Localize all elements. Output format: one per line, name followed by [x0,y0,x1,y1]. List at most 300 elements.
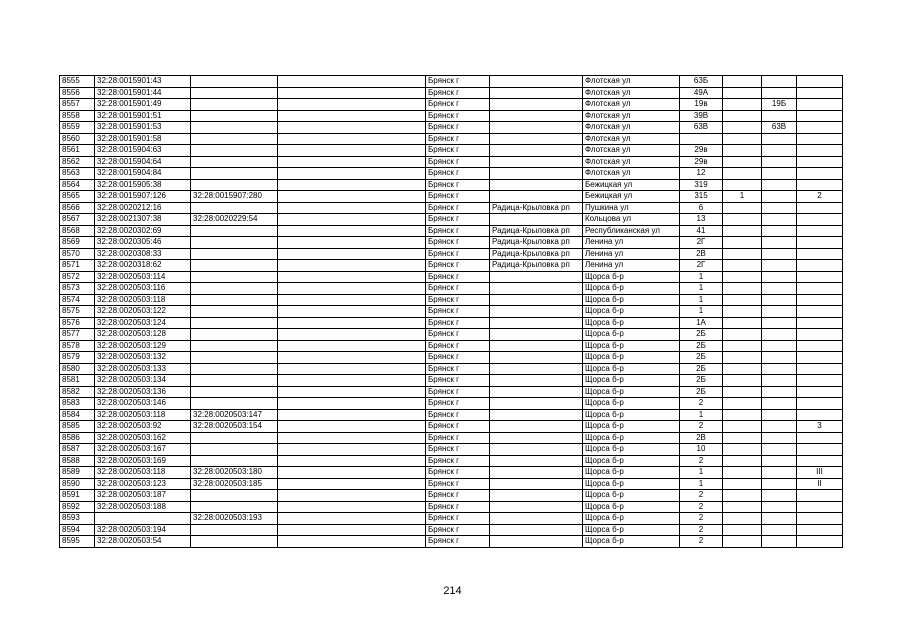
street-cell: Щорса б-р [583,444,680,456]
house-number-cell: 2Б [680,375,723,387]
street-cell: Щорса б-р [583,340,680,352]
city-cell: Брянск г [426,478,490,490]
street-cell: Щорса б-р [583,386,680,398]
street-cell: Флотская ул [583,145,680,157]
table-row [60,467,843,479]
apartment-number-cell: 2 [797,191,843,203]
settlement-cell [490,478,583,490]
settlement-cell [490,99,583,111]
extra-info-cell [278,386,426,398]
apartment-number-cell [797,99,843,111]
city-cell: Брянск г [426,156,490,168]
structure-number-cell [762,225,797,237]
parent-cadastral-number-cell: 32:28:0020503:185 [191,478,278,490]
street-cell: Щорса б-р [583,363,680,375]
cadastral-number-cell: 32:28:0015905:38 [95,179,191,191]
apartment-number-cell: III [797,467,843,479]
extra-info-cell [278,375,426,387]
street-cell: Ленина ул [583,248,680,260]
cadastral-number-cell: 32:28:0020503:118 [95,294,191,306]
parent-cadastral-number-cell [191,455,278,467]
city-cell: Брянск г [426,248,490,260]
house-number-cell: 29в [680,156,723,168]
street-cell: Щорса б-р [583,524,680,536]
settlement-cell [490,76,583,88]
city-cell: Брянск г [426,202,490,214]
city-cell: Брянск г [426,329,490,341]
city-cell: Брянск г [426,536,490,548]
cadastral-number-cell: 32:28:0015901:58 [95,133,191,145]
table-row [60,501,843,513]
extra-info-cell [278,145,426,157]
apartment-number-cell [797,524,843,536]
house-number-cell: 2 [680,536,723,548]
table-row [60,306,843,318]
structure-number-cell [762,248,797,260]
parent-cadastral-number-cell [191,363,278,375]
cadastral-number-cell: 32:28:0020503:122 [95,306,191,318]
cadastral-number-cell: 32:28:0020503:187 [95,490,191,502]
cadastral-number-cell: 32:28:0020503:116 [95,283,191,295]
structure-number-cell [762,76,797,88]
row-number-cell: 8590 [60,478,95,490]
parent-cadastral-number-cell [191,386,278,398]
house-number-cell: 2 [680,501,723,513]
building-number-cell [723,340,762,352]
extra-info-cell [278,513,426,525]
cadastral-number-cell: 32:28:0020503:188 [95,501,191,513]
settlement-cell [490,386,583,398]
table-row [60,536,843,548]
structure-number-cell [762,133,797,145]
apartment-number-cell [797,398,843,410]
structure-number-cell [762,179,797,191]
table-row [60,225,843,237]
house-number-cell: 63Б [680,76,723,88]
structure-number-cell [762,87,797,99]
apartment-number-cell [797,260,843,272]
extra-info-cell [278,536,426,548]
table-row [60,455,843,467]
street-cell: Щорса б-р [583,317,680,329]
house-number-cell: 63В [680,122,723,134]
cadastral-number-cell [95,513,191,525]
building-number-cell [723,409,762,421]
city-cell: Брянск г [426,283,490,295]
street-cell: Щорса б-р [583,329,680,341]
building-number-cell [723,179,762,191]
structure-number-cell [762,329,797,341]
table-row [60,202,843,214]
cadastral-number-cell: 32:28:0020212:16 [95,202,191,214]
extra-info-cell [278,283,426,295]
building-number-cell [723,317,762,329]
city-cell: Брянск г [426,513,490,525]
building-number-cell [723,76,762,88]
street-cell: Щорса б-р [583,271,680,283]
parent-cadastral-number-cell: 32:28:0020229:54 [191,214,278,226]
row-number-cell: 8592 [60,501,95,513]
house-number-cell: 19в [680,99,723,111]
table-row [60,87,843,99]
cadastral-number-cell: 32:28:0015904:63 [95,145,191,157]
cadastral-number-cell: 32:28:0020503:133 [95,363,191,375]
structure-number-cell [762,237,797,249]
house-number-cell: 2 [680,455,723,467]
row-number-cell: 8594 [60,524,95,536]
structure-number-cell [762,306,797,318]
row-number-cell: 8583 [60,398,95,410]
cadastral-number-cell: 32:28:0020503:146 [95,398,191,410]
settlement-cell: Радица-Крыловка рп [490,225,583,237]
parent-cadastral-number-cell [191,76,278,88]
row-number-cell: 8573 [60,283,95,295]
apartment-number-cell [797,444,843,456]
city-cell: Брянск г [426,444,490,456]
building-number-cell [723,99,762,111]
settlement-cell [490,306,583,318]
extra-info-cell [278,191,426,203]
row-number-cell: 8566 [60,202,95,214]
row-number-cell: 8567 [60,214,95,226]
apartment-number-cell: II [797,478,843,490]
cadastral-number-cell: 32:28:0015907:126 [95,191,191,203]
cadastral-number-cell: 32:28:0020503:167 [95,444,191,456]
house-number-cell: 1 [680,271,723,283]
cadastral-number-cell: 32:28:0020503:128 [95,329,191,341]
row-number-cell: 8584 [60,409,95,421]
apartment-number-cell [797,294,843,306]
parent-cadastral-number-cell [191,329,278,341]
table-row [60,110,843,122]
cadastral-number-cell: 32:28:0020503:118 [95,467,191,479]
building-number-cell [723,110,762,122]
cadastral-number-cell: 32:28:0021307:38 [95,214,191,226]
street-cell: Кольцова ул [583,214,680,226]
cadastral-number-cell: 32:28:0020503:92 [95,421,191,433]
settlement-cell [490,432,583,444]
city-cell: Брянск г [426,490,490,502]
building-number-cell [723,214,762,226]
street-cell: Ленина ул [583,237,680,249]
table-row [60,237,843,249]
cadastral-number-cell: 32:28:0020308:33 [95,248,191,260]
street-cell: Щорса б-р [583,478,680,490]
table-row [60,283,843,295]
street-cell: Щорса б-р [583,421,680,433]
apartment-number-cell [797,432,843,444]
row-number-cell: 8588 [60,455,95,467]
row-number-cell: 8582 [60,386,95,398]
house-number-cell: 1 [680,478,723,490]
house-number-cell: 2В [680,248,723,260]
cadastral-number-cell: 32:28:0015901:51 [95,110,191,122]
settlement-cell [490,467,583,479]
extra-info-cell [278,490,426,502]
extra-info-cell [278,467,426,479]
table-row [60,375,843,387]
city-cell: Брянск г [426,214,490,226]
structure-number-cell [762,202,797,214]
apartment-number-cell [797,168,843,180]
city-cell: Брянск г [426,225,490,237]
house-number-cell: 49А [680,87,723,99]
city-cell: Брянск г [426,317,490,329]
parent-cadastral-number-cell [191,99,278,111]
row-number-cell: 8570 [60,248,95,260]
house-number-cell: 2Б [680,363,723,375]
table-row [60,329,843,341]
extra-info-cell [278,421,426,433]
extra-info-cell [278,432,426,444]
extra-info-cell [278,168,426,180]
house-number-cell: 10 [680,444,723,456]
parent-cadastral-number-cell: 32:28:0015907:280 [191,191,278,203]
parent-cadastral-number-cell [191,87,278,99]
apartment-number-cell [797,375,843,387]
building-number-cell [723,87,762,99]
row-number-cell: 8563 [60,168,95,180]
extra-info-cell [278,306,426,318]
street-cell: Бежицкая ул [583,179,680,191]
building-number-cell [723,237,762,249]
apartment-number-cell [797,271,843,283]
parent-cadastral-number-cell [191,156,278,168]
city-cell: Брянск г [426,306,490,318]
city-cell: Брянск г [426,99,490,111]
extra-info-cell [278,352,426,364]
table-row [60,524,843,536]
building-number-cell [723,283,762,295]
structure-number-cell [762,421,797,433]
row-number-cell: 8574 [60,294,95,306]
structure-number-cell [762,145,797,157]
structure-number-cell [762,513,797,525]
street-cell: Щорса б-р [583,536,680,548]
parent-cadastral-number-cell [191,317,278,329]
structure-number-cell [762,409,797,421]
cadastral-number-cell: 32:28:0020503:114 [95,271,191,283]
building-number-cell [723,478,762,490]
extra-info-cell [278,478,426,490]
city-cell: Брянск г [426,87,490,99]
city-cell: Брянск г [426,237,490,249]
parent-cadastral-number-cell [191,225,278,237]
street-cell: Щорса б-р [583,409,680,421]
house-number-cell: 2Б [680,329,723,341]
settlement-cell [490,168,583,180]
city-cell: Брянск г [426,294,490,306]
apartment-number-cell [797,237,843,249]
city-cell: Брянск г [426,524,490,536]
extra-info-cell [278,317,426,329]
street-cell: Флотская ул [583,168,680,180]
structure-number-cell [762,168,797,180]
row-number-cell: 8579 [60,352,95,364]
row-number-cell: 8557 [60,99,95,111]
city-cell: Брянск г [426,363,490,375]
cadastral-number-cell: 32:28:0020503:132 [95,352,191,364]
row-number-cell: 8587 [60,444,95,456]
settlement-cell [490,191,583,203]
settlement-cell [490,294,583,306]
building-number-cell [723,122,762,134]
building-number-cell [723,202,762,214]
table-row [60,76,843,88]
settlement-cell [490,271,583,283]
city-cell: Брянск г [426,340,490,352]
extra-info-cell [278,87,426,99]
structure-number-cell [762,524,797,536]
street-cell: Щорса б-р [583,501,680,513]
table-row [60,122,843,134]
building-number-cell [723,168,762,180]
apartment-number-cell [797,513,843,525]
city-cell: Брянск г [426,421,490,433]
settlement-cell [490,340,583,352]
structure-number-cell [762,191,797,203]
settlement-cell [490,156,583,168]
apartment-number-cell [797,145,843,157]
parent-cadastral-number-cell [191,444,278,456]
street-cell: Ленина ул [583,260,680,272]
structure-number-cell: 63В [762,122,797,134]
parent-cadastral-number-cell [191,179,278,191]
house-number-cell: 319 [680,179,723,191]
city-cell: Брянск г [426,501,490,513]
building-number-cell [723,490,762,502]
building-number-cell [723,248,762,260]
city-cell: Брянск г [426,467,490,479]
building-number-cell [723,386,762,398]
row-number-cell: 8585 [60,421,95,433]
row-number-cell: 8556 [60,87,95,99]
apartment-number-cell [797,202,843,214]
house-number-cell: 1 [680,409,723,421]
settlement-cell [490,179,583,191]
building-number-cell [723,156,762,168]
table-row [60,191,843,203]
row-number-cell: 8572 [60,271,95,283]
structure-number-cell [762,283,797,295]
extra-info-cell [278,99,426,111]
parent-cadastral-number-cell [191,237,278,249]
parent-cadastral-number-cell [191,490,278,502]
apartment-number-cell [797,501,843,513]
table-row [60,168,843,180]
parent-cadastral-number-cell [191,375,278,387]
house-number-cell: 2Б [680,352,723,364]
house-number-cell: 12 [680,168,723,180]
building-number-cell [723,432,762,444]
city-cell: Брянск г [426,271,490,283]
settlement-cell [490,122,583,134]
apartment-number-cell [797,386,843,398]
street-cell: Щорса б-р [583,375,680,387]
table-row [60,513,843,525]
row-number-cell: 8593 [60,513,95,525]
parent-cadastral-number-cell [191,524,278,536]
extra-info-cell [278,501,426,513]
building-number-cell [723,398,762,410]
street-cell: Флотская ул [583,133,680,145]
row-number-cell: 8560 [60,133,95,145]
apartment-number-cell [797,156,843,168]
city-cell: Брянск г [426,386,490,398]
apartment-number-cell [797,352,843,364]
structure-number-cell [762,363,797,375]
cadastral-number-cell: 32:28:0020503:124 [95,317,191,329]
row-number-cell: 8558 [60,110,95,122]
settlement-cell [490,501,583,513]
building-number-cell [723,455,762,467]
extra-info-cell [278,110,426,122]
building-number-cell [723,421,762,433]
row-number-cell: 8577 [60,329,95,341]
cadastral-number-cell: 32:28:0020503:123 [95,478,191,490]
settlement-cell [490,214,583,226]
row-number-cell: 8576 [60,317,95,329]
building-number-cell [723,524,762,536]
city-cell: Брянск г [426,455,490,467]
extra-info-cell [278,260,426,272]
house-number-cell: 1 [680,294,723,306]
settlement-cell: Радица-Крыловка рп [490,260,583,272]
row-number-cell: 8555 [60,76,95,88]
extra-info-cell [278,237,426,249]
street-cell: Флотская ул [583,99,680,111]
table-row [60,386,843,398]
parent-cadastral-number-cell [191,398,278,410]
house-number-cell: 2 [680,524,723,536]
table-row [60,260,843,272]
parent-cadastral-number-cell [191,306,278,318]
row-number-cell: 8581 [60,375,95,387]
apartment-number-cell [797,306,843,318]
table-row [60,421,843,433]
building-number-cell [723,329,762,341]
settlement-cell [490,490,583,502]
parent-cadastral-number-cell [191,110,278,122]
structure-number-cell [762,294,797,306]
house-number-cell: 2 [680,490,723,502]
settlement-cell: Радица-Крыловка рп [490,248,583,260]
building-number-cell [723,145,762,157]
apartment-number-cell [797,110,843,122]
extra-info-cell [278,329,426,341]
city-cell: Брянск г [426,76,490,88]
apartment-number-cell [797,283,843,295]
table-row [60,156,843,168]
row-number-cell: 8591 [60,490,95,502]
parent-cadastral-number-cell [191,202,278,214]
structure-number-cell [762,156,797,168]
settlement-cell: Радица-Крыловка рп [490,237,583,249]
apartment-number-cell [797,87,843,99]
street-cell: Щорса б-р [583,352,680,364]
settlement-cell: Радица-Крыловка рп [490,202,583,214]
apartment-number-cell [797,214,843,226]
settlement-cell [490,317,583,329]
structure-number-cell [762,386,797,398]
cadastral-number-cell: 32:28:0020503:54 [95,536,191,548]
cadastral-number-cell: 32:28:0020503:118 [95,409,191,421]
row-number-cell: 8562 [60,156,95,168]
street-cell: Щорса б-р [583,398,680,410]
cadastral-number-cell: 32:28:0015904:84 [95,168,191,180]
building-number-cell [723,513,762,525]
street-cell: Флотская ул [583,76,680,88]
